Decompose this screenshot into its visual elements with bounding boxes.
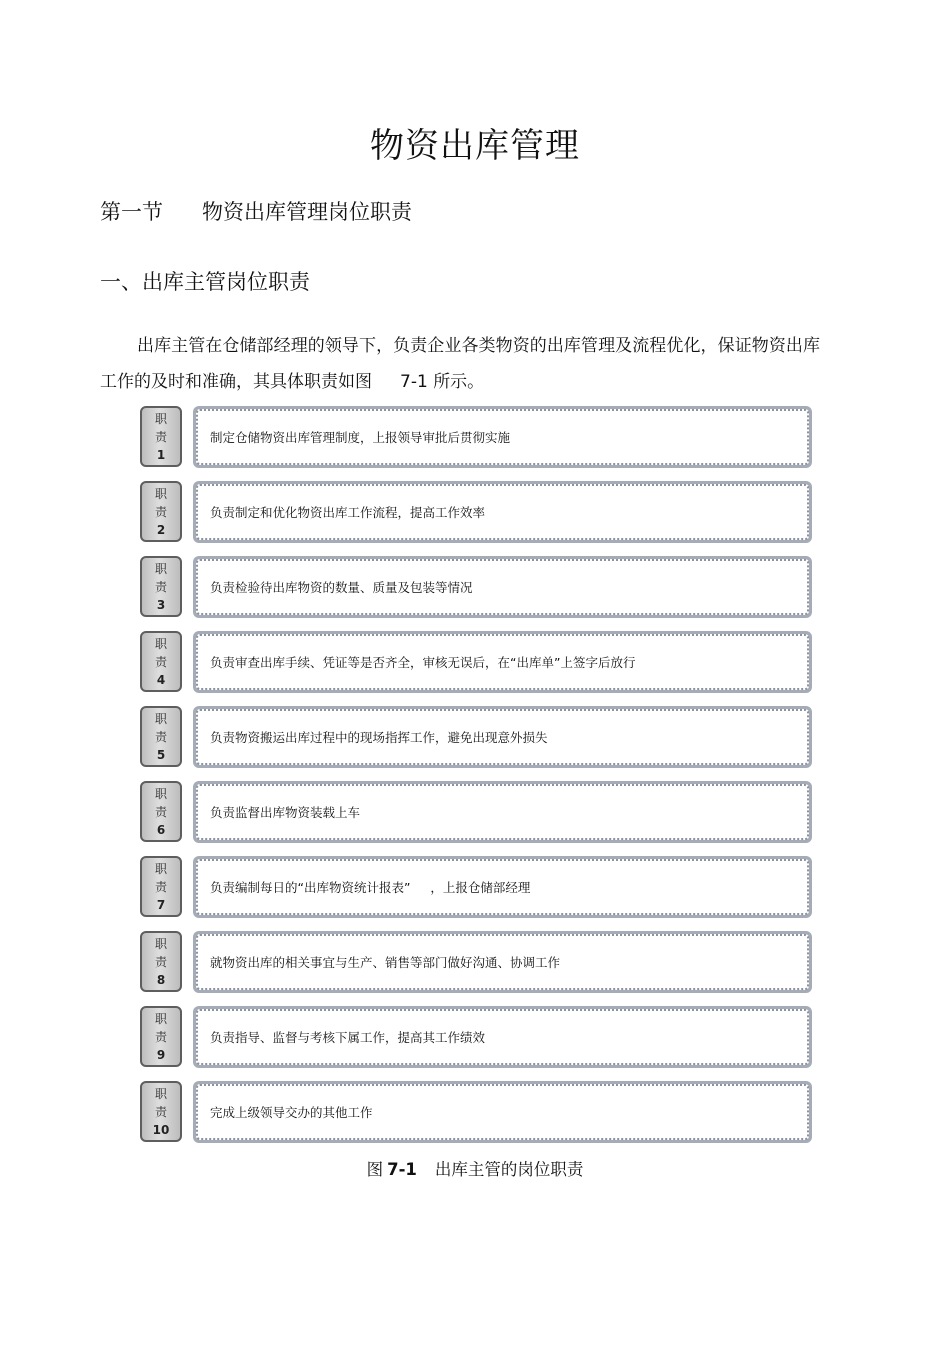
duty-tag-char: 责 — [154, 430, 167, 444]
paragraph-suffix: 所示。 — [433, 372, 485, 392]
duty-text: 负责监督出库物资装载上车 — [196, 784, 809, 840]
duties-diagram — [140, 404, 814, 1154]
duty-tag-char: 职 — [154, 487, 167, 501]
duty-tag — [140, 556, 182, 617]
duty-box — [193, 406, 812, 468]
duty-tag-number: 3 — [156, 598, 166, 612]
duty-tag — [140, 781, 182, 842]
duty-row — [140, 1004, 814, 1079]
duty-tag-number: 1 — [156, 448, 166, 462]
duty-tag-char: 责 — [154, 1105, 167, 1119]
duty-text: 制定仓储物资出库管理制度，上报领导审批后贯彻实施 — [196, 409, 809, 465]
duty-row — [140, 779, 814, 854]
duty-tag-char: 职 — [154, 787, 167, 801]
duty-tag-number: 4 — [156, 673, 166, 687]
duty-tag-number: 5 — [156, 748, 166, 762]
duty-text: 负责物资搬运出库过程中的现场指挥工作，避免出现意外损失 — [196, 709, 809, 765]
duty-tag-char: 职 — [154, 562, 167, 576]
paragraph-text: 出库主管在仓储部经理的领导下，负责企业各类物资的出库管理及流程优化，保证物资出库工作的及时和准确，其具体职责如图 — [100, 336, 820, 392]
duty-tag-char: 责 — [154, 1030, 167, 1044]
duty-tag-number: 9 — [156, 1048, 166, 1062]
duty-tag — [140, 406, 182, 467]
duty-tag-char: 职 — [154, 1012, 167, 1026]
duty-text: 负责检验待出库物资的数量、质量及包装等情况 — [196, 559, 809, 615]
figure-caption — [0, 1156, 950, 1180]
duty-text: 负责制定和优化物资出库工作流程，提高工作效率 — [196, 484, 809, 540]
duty-tag — [140, 856, 182, 917]
duty-text: 负责编制每日的“出库物资统计报表” ，上报仓储部经理 — [196, 859, 809, 915]
duty-text: 就物资出库的相关事宜与生产、销售等部门做好沟通、协调工作 — [196, 934, 809, 990]
caption-prefix: 图 — [366, 1160, 384, 1179]
duty-box — [193, 556, 812, 618]
duty-row — [140, 854, 814, 929]
duty-tag-char: 责 — [154, 955, 167, 969]
duty-tag-number: 10 — [152, 1123, 170, 1137]
duty-row — [140, 554, 814, 629]
duty-tag-char: 职 — [154, 637, 167, 651]
duty-tag-char: 责 — [154, 505, 167, 519]
duty-text: 负责审查出库手续、凭证等是否齐全，审核无误后，在“出库单”上签字后放行 — [196, 634, 809, 690]
duty-row — [140, 404, 814, 479]
paragraph-figure-ref: 7-1 — [400, 372, 428, 392]
duty-tag-char: 责 — [154, 805, 167, 819]
duty-tag — [140, 631, 182, 692]
duty-tag — [140, 706, 182, 767]
duty-box — [193, 706, 812, 768]
duty-box — [193, 481, 812, 543]
duty-tag-number: 2 — [156, 523, 166, 537]
duty-tag-number: 6 — [156, 823, 166, 837]
duty-box — [193, 1081, 812, 1143]
duty-tag — [140, 1006, 182, 1067]
duty-row — [140, 929, 814, 1004]
duty-box — [193, 931, 812, 993]
duty-row — [140, 629, 814, 704]
duty-tag-number: 8 — [156, 973, 166, 987]
duty-text: 完成上级领导交办的其他工作 — [196, 1084, 809, 1140]
section-title: 物资出库管理岗位职责 — [202, 200, 412, 224]
duty-tag — [140, 931, 182, 992]
duty-box — [193, 1006, 812, 1068]
duty-tag-char: 责 — [154, 730, 167, 744]
duty-box — [193, 781, 812, 843]
duty-row — [140, 704, 814, 779]
duty-tag-number: 7 — [156, 898, 166, 912]
duty-row — [140, 479, 814, 554]
duty-tag-char: 责 — [154, 655, 167, 669]
duty-tag-char: 职 — [154, 937, 167, 951]
duty-tag-char: 职 — [154, 412, 167, 426]
duty-tag-char: 责 — [154, 580, 167, 594]
duty-tag — [140, 1081, 182, 1142]
section-heading — [100, 196, 412, 226]
section-number: 第一节 — [100, 200, 163, 224]
duty-row — [140, 1079, 814, 1154]
duty-tag — [140, 481, 182, 542]
caption-text: 出库主管的岗位职责 — [434, 1160, 584, 1179]
document-title: 物资出库管理 — [370, 126, 580, 166]
subheading: 一、出库主管岗位职责 — [100, 270, 310, 294]
duty-tag-char: 职 — [154, 1087, 167, 1101]
duty-box — [193, 856, 812, 918]
caption-number: 7-1 — [387, 1160, 417, 1179]
duty-text: 负责指导、监督与考核下属工作，提高其工作绩效 — [196, 1009, 809, 1065]
duty-tag-char: 职 — [154, 712, 167, 726]
duty-tag-char: 职 — [154, 862, 167, 876]
duty-box — [193, 631, 812, 693]
duty-tag-char: 责 — [154, 880, 167, 894]
intro-paragraph — [100, 328, 820, 400]
